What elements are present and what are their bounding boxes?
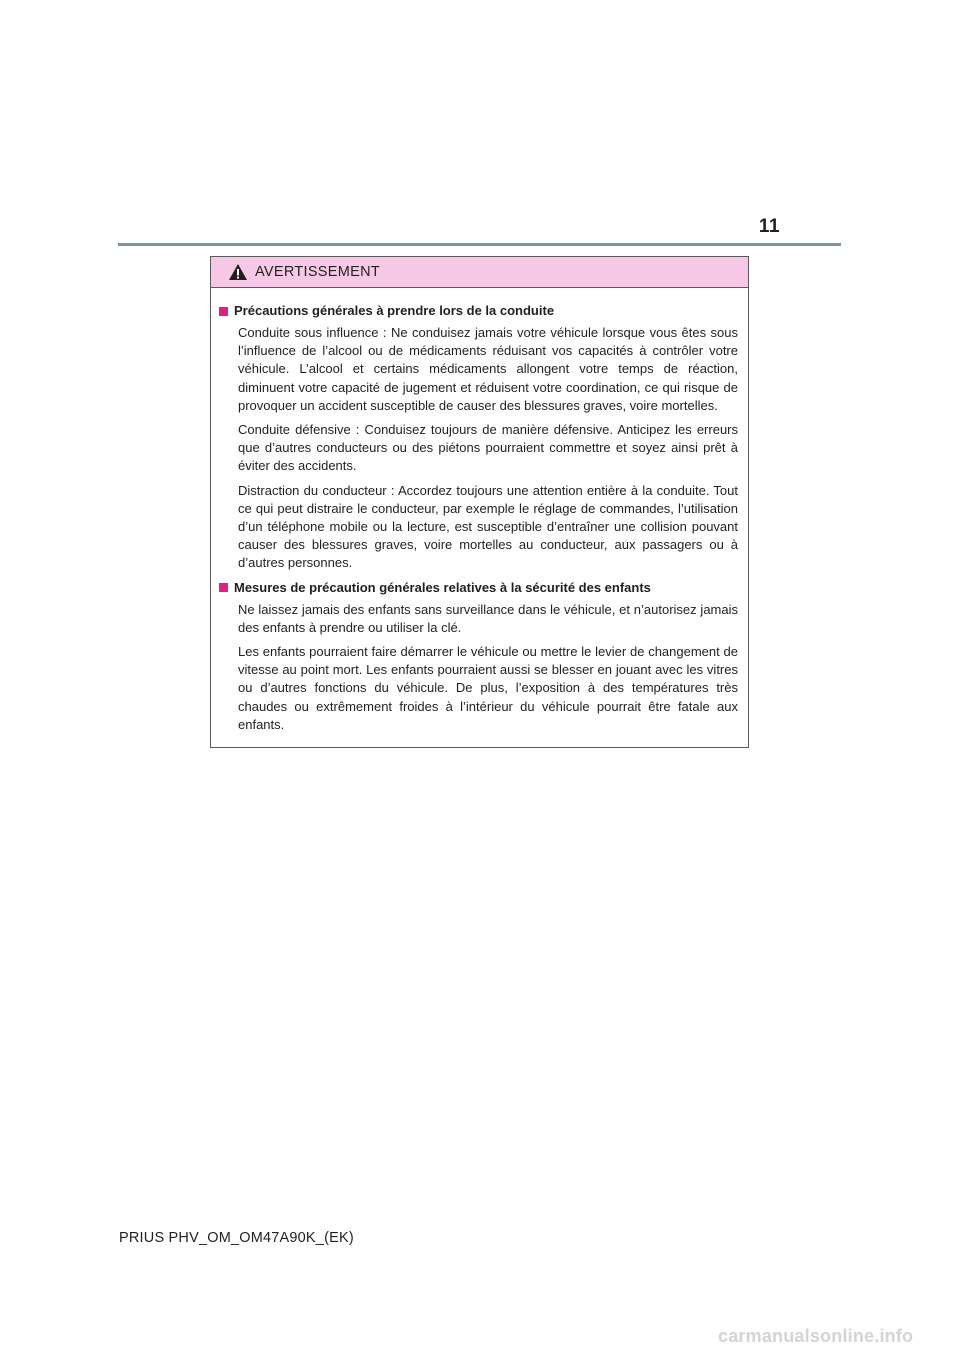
warning-body bbox=[211, 288, 748, 734]
header-rule bbox=[118, 243, 841, 246]
warning-box bbox=[210, 256, 749, 748]
paragraph: Ne laissez jamais des enfants sans surveillance dans le véhicule, et n’autorisez jamais des enfants à prendre ou utiliser la clé. bbox=[238, 601, 738, 635]
section-heading bbox=[219, 302, 738, 320]
warning-triangle-icon bbox=[228, 263, 248, 281]
paragraph: Conduite sous influence : Ne conduisez jamais votre véhicule lorsque vous êtes sous l’influence de l’alcool ou de médicaments réduisant vos capacités à contrôler votre véhicule. L’alcool et certains médicaments allongent votre temps de réaction, diminuent votre capacité de jugement et réduisent votre coordination, ce qui risque de provoquer un accident susceptible de causer des blessures graves, voire mortelles. bbox=[238, 325, 738, 413]
paragraph: Conduite défensive : Conduisez toujours de manière défensive. Anticipez les erreurs que d’autres conducteurs ou des piétons pourraient commettre et soyez ainsi prêt à éviter des accidents. bbox=[238, 422, 738, 474]
section-heading-text: Mesures de précaution générales relatives à la sécurité des enfants bbox=[234, 579, 651, 595]
paragraph: Les enfants pourraient faire démarrer le véhicule ou mettre le levier de changement de vitesse au point mort. Les enfants pourraient aussi se blesser en jouant avec les vitres ou d’autres fonctions du véhicule. De plus, l’exposition à des températures très chaudes ou extrêmement froides à l’intérieur du véhicule pourrait être fatale aux enfants. bbox=[238, 644, 738, 732]
page-number: 11 bbox=[758, 216, 780, 237]
section-heading-text: Précautions générales à prendre lors de la conduite bbox=[234, 303, 555, 318]
section-heading bbox=[219, 579, 738, 597]
square-bullet-icon bbox=[219, 307, 228, 316]
watermark: carmanualsonline.info bbox=[718, 1326, 914, 1346]
square-bullet-icon bbox=[219, 583, 228, 592]
warning-title: AVERTISSEMENT bbox=[255, 264, 381, 280]
paragraph: Distraction du conducteur : Accordez toujours une attention entière à la conduite. Tout ce qui peut distraire le conducteur, par exemple le réglage de commandes, l’utilisation d’un téléphone mobile ou la lecture, est susceptible d’entraîner une collision pouvant causer des blessures graves, voire mortelles au conducteur, aux passagers ou à d’autres personnes. bbox=[238, 482, 738, 571]
warning-header bbox=[211, 257, 748, 288]
document-footer: PRIUS PHV_OM_OM47A90K_(EK) bbox=[119, 1230, 354, 1246]
